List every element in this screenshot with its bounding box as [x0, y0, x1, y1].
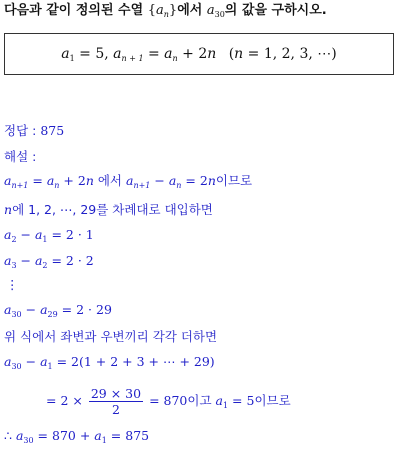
- solution-sum-text: 위 식에서 좌변과 우변끼리 각각 더하면: [4, 329, 218, 344]
- solution-eq-2: $a_3 - a_2 = 2 \cdot 2$: [4, 253, 94, 270]
- definition-box: [4, 33, 394, 75]
- solution-vdots: ⋮: [6, 277, 19, 292]
- answer-line: 정답 : 875: [4, 123, 65, 138]
- solution-step-2: n에 1, 2, ⋯, 29를 차례대로 대입하면: [4, 202, 213, 217]
- solution-sum-eval: = 2 × $\frac{29 \times 30}{2}$ = 870이고 $a_1 = 5$이므로: [46, 386, 291, 417]
- solution-sum-eq: $a_{30} - a_1 = 2(1 + 2 + 3$ + ⋯ + 29): [4, 354, 215, 371]
- fraction: $\frac{29 \times 30}{2}$: [90, 386, 142, 417]
- answer-value: 875: [40, 123, 65, 138]
- solution-final: ∴ $a_{30} = 870 + a_1 = 875$: [4, 428, 150, 445]
- solution-eq-1: $a_2 - a_1 = 2 \cdot 1$: [4, 227, 94, 244]
- solution-label: 해설 :: [4, 149, 37, 164]
- sequence-notation: $\{a_n\}$: [147, 3, 178, 19]
- recurrence-definition: $a_1 = 5$, $a_{n + 1} = a_n + 2n$ (n = 1, 2, 3, ⋯): [61, 45, 337, 63]
- target-term: $a_{30}$: [206, 3, 225, 19]
- solution-eq-3: $a_{30} - a_{29} = 2 \cdot 29$: [4, 302, 112, 319]
- solution-step-1: $a_{n+1} = a_n + 2n$ 에서 $a_{n+1} - a_n = 2n$이므로: [4, 173, 253, 190]
- question-text: 다음과 같이 정의된 수열 $\{a_n\}$에서 $a_{30}$의 값을 구하시오.: [4, 3, 327, 19]
